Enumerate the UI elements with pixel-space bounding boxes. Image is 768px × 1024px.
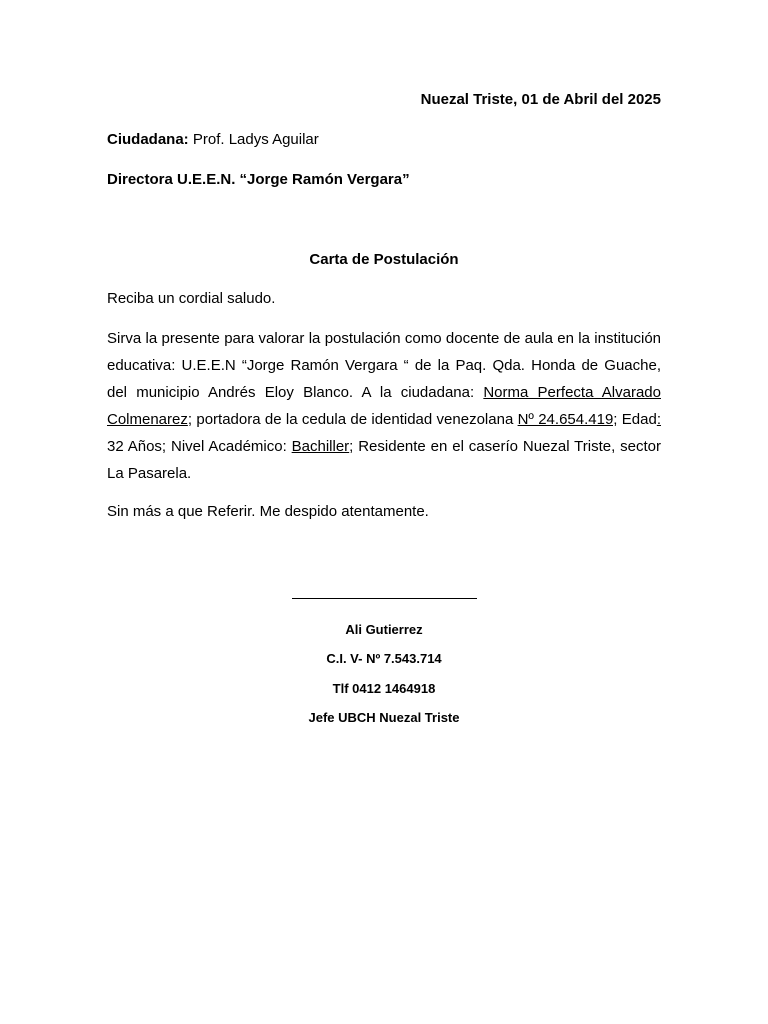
letter-body bbox=[107, 325, 661, 487]
body-part-4: 32 Años; Nivel Académico: bbox=[107, 438, 292, 455]
body-part-2: ; portadora de la cedula de identidad venezolana bbox=[187, 411, 518, 428]
body-part-5: ; Residente en el caserío Nuezal Triste, sector La Pasarela. bbox=[107, 438, 662, 482]
signer-role: Jefe UBCH Nuezal Triste bbox=[308, 710, 460, 725]
recipient-name: Prof. Ladys Aguilar bbox=[192, 131, 319, 148]
signer-id: C.I. V- Nº 7.543.714 bbox=[326, 651, 442, 666]
letter-subject: Carta de Postulación bbox=[309, 251, 459, 268]
candidate-id: Nº 24.654.419; bbox=[517, 411, 618, 428]
age-separator: : bbox=[656, 411, 661, 428]
letter-greeting: Reciba un cordial saludo. bbox=[107, 290, 276, 307]
signer-phone: Tlf 0412 1464918 bbox=[332, 681, 436, 696]
letter-date: Nuezal Triste, 01 de Abril del 2025 bbox=[420, 91, 661, 108]
signer-name: Ali Gutierrez bbox=[345, 622, 423, 637]
signature-line bbox=[292, 598, 477, 599]
recipient-title: Directora U.E.E.N. “Jorge Ramón Vergara” bbox=[107, 171, 410, 188]
letter-closing: Sin más a que Referir. Me despido atentamente. bbox=[107, 503, 429, 520]
body-part-3: Edad bbox=[617, 411, 657, 428]
recipient-line bbox=[107, 130, 319, 150]
candidate-education: Bachiller bbox=[291, 438, 350, 455]
candidate-name: Norma Perfecta Alvarado Colmenarez bbox=[107, 384, 661, 428]
recipient-label: Ciudadana: bbox=[107, 131, 189, 148]
body-part-1: Sirva la presente para valorar la postulación como docente de aula en la institución educativa: U.E.E.N “Jorge Ramón Vergara “ de la Paq. Qda. Honda de Guache, del municipio Andrés Eloy Blanco. A la ciudadana: bbox=[107, 330, 661, 401]
